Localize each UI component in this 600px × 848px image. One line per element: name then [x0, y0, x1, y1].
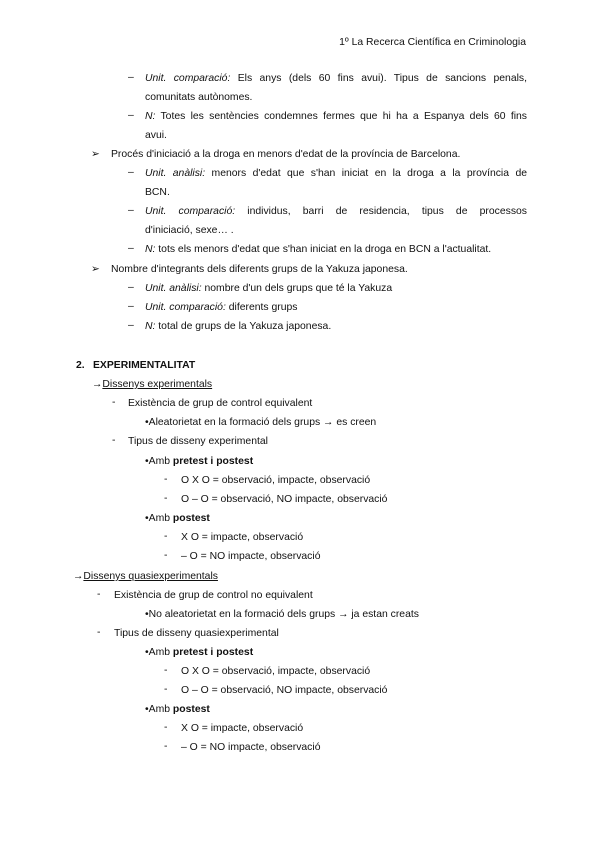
- prepost-bold: pretest i postest: [172, 456, 254, 467]
- list-dash: -: [97, 589, 101, 600]
- list-dash: –: [128, 320, 134, 331]
- design-formula: – O = NO impacte, observació: [181, 742, 321, 753]
- postest-heading: [145, 703, 210, 717]
- analysis-unit-line: [145, 167, 527, 181]
- list-dash: –: [128, 167, 134, 178]
- page-header: 1º La Recerca Científica en Criminologia: [339, 37, 526, 48]
- prepost-prefix: •Amb: [145, 647, 173, 658]
- design-formula: O X O = observació, impacte, observació: [181, 475, 371, 486]
- comparison-unit-label: Unit. comparació:: [145, 302, 226, 313]
- design-formula: X O = impacte, observació: [181, 723, 304, 734]
- example-title: Nombre d'integrants dels diferents grups de la Yakuza japonesa.: [111, 264, 408, 275]
- subsection-heading: [73, 570, 218, 584]
- list-dash: -: [164, 684, 168, 695]
- arrow-right-icon: →: [73, 571, 84, 582]
- randomization-text: •Aleatorietat en la formació dels grups → es creen: [145, 417, 377, 428]
- analysis-unit-line: [145, 282, 392, 296]
- design-formula: X O = impacte, observació: [181, 532, 304, 543]
- subsection-heading: [92, 378, 212, 392]
- population-line: [145, 110, 527, 124]
- comparison-unit-line: [145, 205, 527, 219]
- postest-prefix: •Amb: [145, 704, 173, 715]
- population-label: N:: [145, 244, 156, 255]
- analysis-unit-label: Unit. anàlisi:: [145, 168, 206, 179]
- list-dash: -: [164, 722, 168, 733]
- list-dash: –: [128, 301, 134, 312]
- comparison-unit-text: individus, barri de residencia, tipus de processos: [235, 206, 527, 217]
- arrow-bullet-icon: ➢: [91, 149, 100, 160]
- population-label: N:: [145, 111, 156, 122]
- analysis-unit-text: nombre d'un dels grups que té la Yakuza: [201, 283, 393, 294]
- population-text: tots els menors d'edat que s'han iniciat en la droga en BCN a l'actualitat.: [155, 244, 492, 255]
- comparison-unit-continuation: d'iniciació, sexe… .: [145, 225, 234, 236]
- population-text: total de grups de la Yakuza japonesa.: [155, 321, 332, 332]
- list-dash: –: [128, 205, 134, 216]
- subsection-title: Dissenys experimentals: [102, 379, 213, 390]
- population-label: N:: [145, 321, 156, 332]
- list-dash: –: [128, 72, 134, 83]
- population-continuation: avui.: [145, 130, 167, 141]
- prepost-prefix: •Amb: [145, 456, 173, 467]
- comparison-unit-label: Unit. comparació:: [145, 73, 231, 84]
- list-dash: –: [128, 282, 134, 293]
- prepost-heading: [145, 646, 253, 660]
- comparison-unit-line: [145, 72, 527, 86]
- analysis-unit-continuation: BCN.: [145, 187, 170, 198]
- design-formula: O – O = observació, NO impacte, observació: [181, 494, 388, 505]
- analysis-unit-label: Unit. anàlisi:: [145, 283, 202, 294]
- list-dash: -: [164, 550, 168, 561]
- comparison-unit-continuation: comunitats autònomes.: [145, 92, 253, 103]
- design-formula: O X O = observació, impacte, observació: [181, 666, 371, 677]
- list-dash: –: [128, 110, 134, 121]
- list-dash: -: [164, 531, 168, 542]
- population-line: [145, 320, 331, 334]
- list-dash: -: [164, 474, 168, 485]
- control-group-text: Existència de grup de control equivalent: [128, 398, 313, 409]
- prepost-heading: [145, 455, 253, 469]
- design-types-text: Tipus de disseny quasiexperimental: [114, 628, 279, 639]
- design-formula: O – O = observació, NO impacte, observació: [181, 685, 388, 696]
- arrow-right-icon: →: [92, 379, 103, 390]
- postest-bold: postest: [172, 513, 210, 524]
- postest-heading: [145, 512, 210, 526]
- list-dash: -: [164, 741, 168, 752]
- design-formula: – O = NO impacte, observació: [181, 551, 321, 562]
- list-dash: -: [112, 397, 116, 408]
- section-number: 2.: [76, 360, 85, 371]
- subsection-title: Dissenys quasiexperimentals: [83, 571, 218, 582]
- list-dash: -: [164, 493, 168, 504]
- analysis-unit-text: menors d'edat que s'han iniciat en la droga a la província de: [205, 168, 527, 179]
- control-group-text: Existència de grup de control no equivalent: [114, 590, 313, 601]
- comparison-unit-text: diferents grups: [225, 302, 298, 313]
- section-title: EXPERIMENTALITAT: [93, 360, 196, 371]
- list-dash: –: [128, 243, 134, 254]
- list-dash: -: [164, 665, 168, 676]
- example-title: Procés d'iniciació a la droga en menors d'edat de la província de Barcelona.: [111, 149, 461, 160]
- list-dash: -: [97, 627, 101, 638]
- comparison-unit-label: Unit. comparació:: [145, 206, 236, 217]
- postest-prefix: •Amb: [145, 513, 173, 524]
- prepost-bold: pretest i postest: [172, 647, 254, 658]
- randomization-text: •No aleatorietat en la formació dels grups → ja estan creats: [145, 609, 419, 620]
- arrow-bullet-icon: ➢: [91, 264, 100, 275]
- postest-bold: postest: [172, 704, 210, 715]
- comparison-unit-line: [145, 301, 297, 315]
- population-text: Totes les sentències condemnes fermes que hi ha a Espanya dels 60 fins: [155, 111, 527, 122]
- comparison-unit-text: Els anys (dels 60 fins avui). Tipus de sancions penals,: [230, 73, 527, 84]
- list-dash: -: [112, 435, 116, 446]
- population-line: [145, 243, 491, 257]
- design-types-text: Tipus de disseny experimental: [128, 436, 268, 447]
